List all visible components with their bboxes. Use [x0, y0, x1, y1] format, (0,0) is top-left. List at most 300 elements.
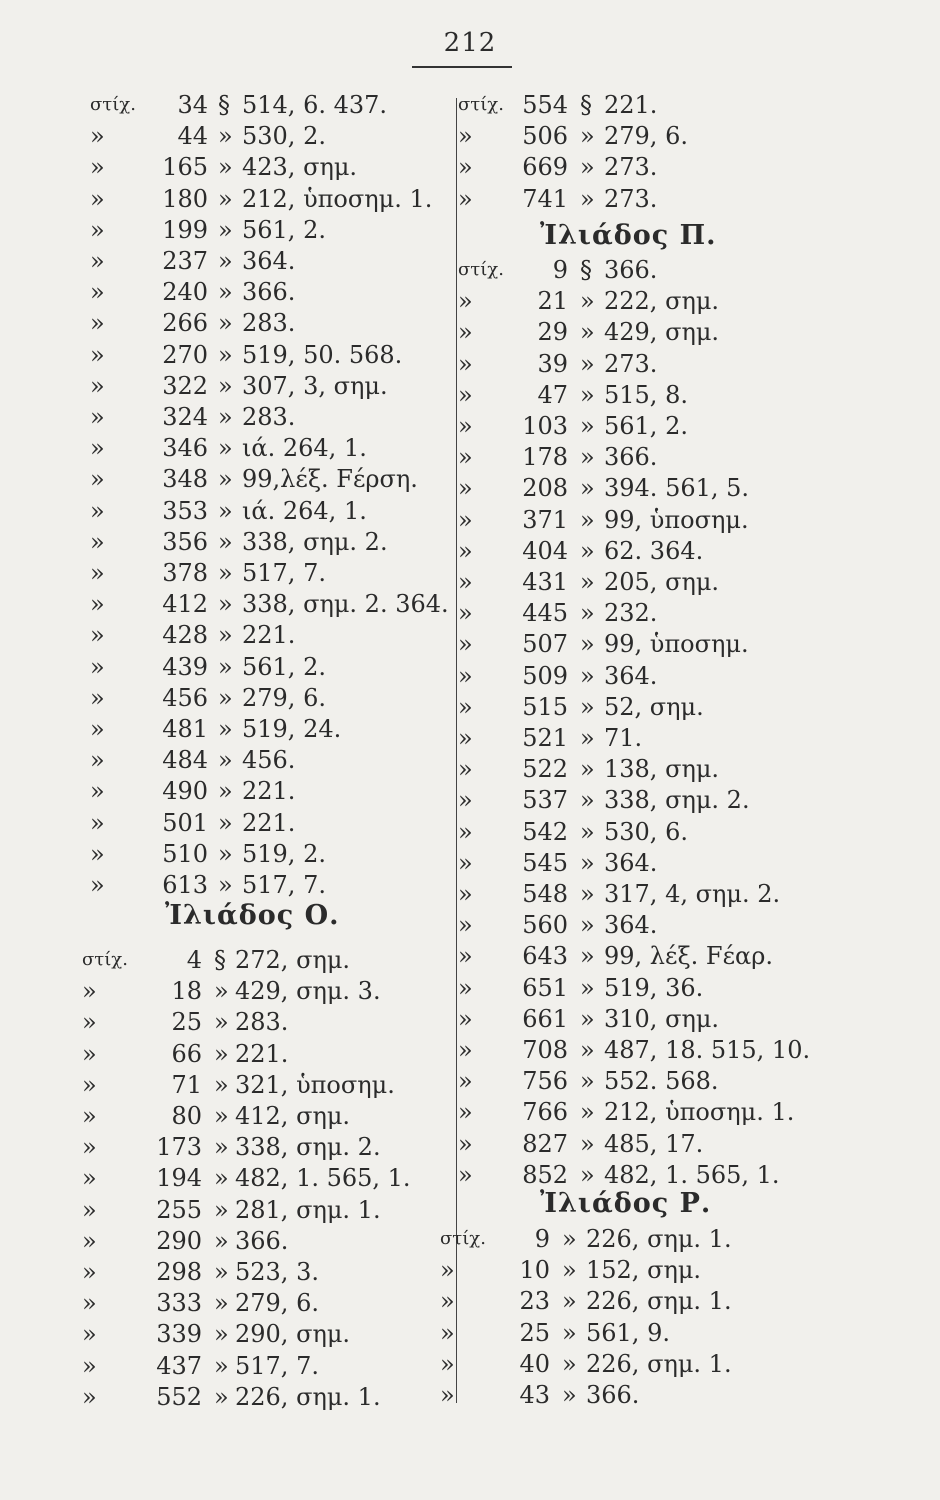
entry-line-number: 545 [522, 848, 568, 877]
entry-prefix: » [90, 839, 105, 868]
entry-prefix: » [440, 1381, 455, 1409]
entry-line-number: 10 [519, 1256, 550, 1285]
entry-section-mark: » [580, 318, 595, 347]
entry-reference: 138, σημ. [604, 755, 720, 784]
entry-section-mark: » [580, 1098, 595, 1127]
entry-prefix: » [458, 880, 473, 908]
entry-reference: 517, 7. [235, 1351, 319, 1380]
entry-line-number: 481 [162, 715, 208, 743]
entry-section-mark: » [214, 1164, 229, 1193]
entry-reference: 152, σημ. [586, 1256, 702, 1285]
entry-section-mark: » [580, 412, 595, 440]
entry-reference: 283. [242, 403, 296, 431]
entry-line-number: 404 [522, 536, 568, 565]
entry-section-mark: » [580, 153, 595, 182]
entry-line-number: 522 [522, 755, 568, 784]
entry-reference: 99, ὑποσημ. [604, 630, 749, 659]
entry-line-number: 521 [522, 724, 568, 752]
entry-prefix: στίχ. [90, 94, 136, 115]
entry-line-number: 21 [537, 287, 568, 316]
entry-section-mark: » [218, 278, 233, 307]
entry-line-number: 548 [522, 880, 568, 908]
entry-prefix: » [458, 153, 473, 182]
entry-section-mark: » [218, 153, 233, 182]
entry-reference: 519, 50. 568. [242, 340, 403, 369]
entry-reference: 221. [242, 777, 296, 806]
entry-reference: 429, σημ. [604, 318, 720, 347]
entry-reference: 517, 7. [242, 871, 326, 899]
entry-reference: 212, ὑποσημ. 1. [604, 1098, 795, 1127]
page-number: 212 [443, 28, 497, 58]
entry-reference: 366. [604, 443, 658, 472]
entry-section-mark: » [580, 630, 595, 659]
entry-line-number: 501 [162, 808, 208, 837]
entry-reference: 317, 4, σημ. 2. [604, 880, 781, 908]
entry-reference: 222, σημ. [604, 287, 720, 316]
entry-section-mark: » [218, 247, 233, 275]
entry-reference: 423, σημ. [242, 153, 358, 182]
entry-section-mark: » [580, 184, 595, 213]
entry-section-mark: » [580, 786, 595, 815]
entry-reference: 338, σημ. 2. 364. [242, 590, 449, 619]
entry-line-number: 437 [156, 1351, 202, 1380]
entry-reference: 226, σημ. 1. [586, 1349, 732, 1378]
entry-reference: 226, σημ. 1. [586, 1287, 732, 1316]
entry-section-mark: » [562, 1287, 577, 1316]
entry-reference: 552. 568. [604, 1067, 719, 1096]
entry-line-number: 651 [522, 973, 568, 1002]
entry-line-number: 322 [162, 371, 208, 400]
entry-section-mark: » [580, 880, 595, 908]
entry-line-number: 266 [162, 309, 208, 338]
entry-prefix: » [90, 465, 105, 494]
entry-reference: 226, σημ. 1. [586, 1225, 732, 1253]
entry-reference: 429, σημ. 3. [235, 977, 381, 1006]
entry-section-mark: § [218, 91, 230, 119]
entry-prefix: » [458, 599, 473, 628]
entry-prefix: » [440, 1287, 455, 1316]
entry-reference: 205, σημ. [604, 568, 720, 596]
entry-prefix: » [458, 817, 473, 846]
entry-section-mark: » [218, 590, 233, 619]
entry-reference: 99,λέξ. Fέρση. [242, 465, 418, 494]
entry-reference: 273. [604, 349, 658, 378]
entry-reference: 99, λέξ. Fέαρ. [604, 942, 773, 971]
entry-line-number: 515 [522, 692, 568, 721]
entry-line-number: 827 [522, 1129, 568, 1158]
entry-prefix: » [82, 1382, 97, 1411]
entry-reference: 279, 6. [242, 683, 326, 712]
entry-section-mark: » [214, 1258, 229, 1286]
entry-prefix: » [458, 848, 473, 877]
entry-section-mark: » [580, 443, 595, 472]
entry-prefix: » [82, 1320, 97, 1349]
entry-prefix: στίχ. [82, 949, 128, 970]
entry-line-number: 348 [162, 465, 208, 494]
entry-reference: 482, 1. 565, 1. [604, 1160, 780, 1189]
entry-prefix: » [458, 755, 473, 784]
entry-line-number: 173 [156, 1133, 202, 1162]
entry-line-number: 194 [156, 1164, 202, 1193]
entry-reference: 515, 8. [604, 380, 688, 409]
entry-section-mark: » [218, 496, 233, 525]
entry-prefix: » [90, 871, 105, 899]
entry-line-number: 39 [537, 349, 568, 378]
entry-prefix: » [458, 911, 473, 940]
entry-reference: 232. [604, 599, 658, 628]
entry-line-number: 180 [162, 184, 208, 213]
entry-prefix: » [82, 977, 97, 1006]
entry-reference: 561, 2. [242, 652, 326, 681]
section-heading: Ἰλιάδος Ο. [165, 900, 340, 931]
entry-prefix: » [90, 683, 105, 712]
entry-line-number: 537 [522, 786, 568, 815]
entry-reference: 530, 6. [604, 817, 688, 846]
entry-line-number: 324 [162, 403, 208, 431]
entry-reference: 212, ὑποσημ. 1. [242, 184, 433, 213]
entry-section-mark: » [562, 1381, 577, 1409]
entry-prefix: » [90, 122, 105, 151]
entry-prefix: στίχ. [458, 94, 504, 115]
entry-section-mark: » [218, 715, 233, 743]
entry-reference: 366. [235, 1226, 289, 1255]
entry-section-mark: » [580, 942, 595, 971]
entry-section-mark: » [580, 755, 595, 784]
entry-reference: 279, 6. [235, 1289, 319, 1318]
entry-section-mark: » [580, 287, 595, 316]
entry-prefix: » [458, 287, 473, 316]
entry-prefix: » [90, 247, 105, 275]
entry-line-number: 554 [522, 91, 568, 119]
entry-reference: 523, 3. [235, 1258, 319, 1286]
entry-section-mark: » [218, 434, 233, 463]
entry-reference: 364. [604, 911, 658, 940]
entry-section-mark: » [218, 371, 233, 400]
entry-reference: 517, 7. [242, 559, 326, 587]
entry-line-number: 237 [162, 247, 208, 275]
entry-section-mark: » [562, 1318, 577, 1347]
entry-prefix: » [90, 808, 105, 837]
entry-section-mark: » [218, 215, 233, 244]
entry-line-number: 71 [171, 1070, 202, 1099]
entry-reference: 364. [604, 661, 658, 690]
entry-prefix: » [90, 215, 105, 244]
entry-reference: 99, ὑποσημ. [604, 505, 749, 534]
entry-section-mark: » [214, 1039, 229, 1068]
entry-reference: 482, 1. 565, 1. [235, 1164, 411, 1193]
entry-reference: 52, σημ. [604, 692, 704, 721]
entry-section-mark: » [580, 568, 595, 596]
entry-section-mark: » [218, 839, 233, 868]
entry-reference: ιά. 264, 1. [242, 496, 367, 525]
entry-section-mark: » [218, 871, 233, 899]
entry-reference: 338, σημ. 2. [242, 527, 388, 556]
entry-prefix: » [90, 777, 105, 806]
entry-prefix: » [82, 1226, 97, 1255]
entry-prefix: » [90, 340, 105, 369]
entry-line-number: 34 [177, 91, 208, 119]
entry-reference: 221. [235, 1039, 289, 1068]
entry-prefix: » [82, 1351, 97, 1380]
entry-line-number: 509 [522, 661, 568, 690]
entry-section-mark: » [580, 848, 595, 877]
entry-line-number: 756 [522, 1067, 568, 1096]
entry-prefix: » [90, 527, 105, 556]
entry-reference: 273. [604, 153, 658, 182]
entry-section-mark: » [214, 1320, 229, 1349]
entry-section-mark: » [218, 309, 233, 338]
entry-section-mark: » [580, 724, 595, 752]
entry-line-number: 23 [519, 1287, 550, 1316]
entry-line-number: 484 [162, 746, 208, 775]
entry-section-mark: » [214, 1226, 229, 1255]
entry-prefix: » [90, 309, 105, 338]
entry-prefix: » [458, 973, 473, 1002]
entry-prefix: στίχ. [440, 1228, 486, 1249]
entry-line-number: 4 [186, 946, 202, 974]
entry-line-number: 356 [162, 527, 208, 556]
entry-prefix: » [458, 1098, 473, 1127]
entry-reference: 485, 17. [604, 1129, 704, 1158]
entry-section-mark: » [580, 911, 595, 940]
entry-section-mark: » [562, 1256, 577, 1285]
entry-section-mark: » [214, 977, 229, 1006]
entry-prefix: » [458, 412, 473, 440]
entry-prefix: » [458, 942, 473, 971]
entry-line-number: 412 [162, 590, 208, 619]
entry-prefix: » [90, 153, 105, 182]
entry-section-mark: » [214, 1195, 229, 1224]
entry-prefix: » [458, 1067, 473, 1096]
entry-reference: 530, 2. [242, 122, 326, 151]
entry-line-number: 240 [162, 278, 208, 307]
entry-reference: 338, σημ. 2. [604, 786, 750, 815]
entry-section-mark: » [214, 1289, 229, 1318]
entry-prefix: » [440, 1349, 455, 1378]
entry-prefix: » [90, 652, 105, 681]
entry-prefix: » [458, 380, 473, 409]
entry-reference: 366. [586, 1381, 640, 1409]
entry-section-mark: » [580, 599, 595, 628]
entry-prefix: » [440, 1318, 455, 1347]
entry-section-mark: » [580, 536, 595, 565]
entry-line-number: 708 [522, 1036, 568, 1064]
entry-line-number: 456 [162, 683, 208, 712]
entry-reference: 283. [235, 1008, 289, 1037]
entry-section-mark: » [218, 122, 233, 151]
entry-prefix: » [458, 1004, 473, 1033]
entry-line-number: 560 [522, 911, 568, 940]
entry-prefix: » [458, 1160, 473, 1189]
entry-section-mark: » [580, 349, 595, 378]
entry-reference: ιά. 264, 1. [242, 434, 367, 463]
entry-section-mark: » [580, 973, 595, 1002]
entry-prefix: » [458, 505, 473, 534]
entry-prefix: » [82, 1008, 97, 1037]
entry-section-mark: » [580, 1004, 595, 1033]
entry-section-mark: » [580, 661, 595, 690]
entry-line-number: 66 [171, 1039, 202, 1068]
entry-section-mark: » [218, 746, 233, 775]
entry-reference: 307, 3, σημ. [242, 371, 388, 400]
entry-prefix: » [458, 184, 473, 213]
entry-reference: 279, 6. [604, 122, 688, 151]
entry-line-number: 298 [156, 1258, 202, 1286]
entry-prefix: » [458, 1129, 473, 1158]
entry-prefix: » [458, 474, 473, 503]
entry-line-number: 44 [177, 122, 208, 151]
entry-line-number: 47 [537, 380, 568, 409]
entry-reference: 71. [604, 724, 643, 752]
entry-section-mark: » [580, 817, 595, 846]
entry-prefix: » [90, 278, 105, 307]
entry-line-number: 439 [162, 652, 208, 681]
entry-line-number: 371 [522, 505, 568, 534]
entry-line-number: 428 [162, 621, 208, 650]
entry-section-mark: » [580, 122, 595, 151]
entry-prefix: » [82, 1102, 97, 1130]
entry-reference: 272, σημ. [235, 946, 351, 974]
entry-prefix: » [90, 434, 105, 463]
entry-section-mark: » [580, 1067, 595, 1096]
entry-line-number: 103 [522, 412, 568, 440]
entry-line-number: 613 [162, 871, 208, 899]
entry-section-mark: » [580, 1129, 595, 1158]
entry-line-number: 766 [522, 1098, 568, 1127]
entry-section-mark: » [214, 1351, 229, 1380]
entry-prefix: » [458, 1036, 473, 1064]
column-divider [456, 98, 457, 1403]
entry-prefix: » [82, 1070, 97, 1099]
entry-section-mark: § [580, 91, 592, 119]
entry-section-mark: » [218, 527, 233, 556]
entry-prefix: » [458, 692, 473, 721]
entry-prefix: » [90, 371, 105, 400]
entry-prefix: » [82, 1289, 97, 1318]
entry-reference: 519, 24. [242, 715, 342, 743]
entry-reference: 412, σημ. [235, 1102, 351, 1130]
entry-prefix: » [90, 621, 105, 650]
entry-prefix: » [90, 559, 105, 587]
entry-line-number: 199 [162, 215, 208, 244]
entry-line-number: 18 [171, 977, 202, 1006]
entry-line-number: 25 [171, 1008, 202, 1037]
entry-prefix: » [458, 443, 473, 472]
entry-section-mark: » [214, 1070, 229, 1099]
entry-section-mark: » [562, 1225, 577, 1253]
entry-prefix: » [458, 318, 473, 347]
entry-section-mark: » [562, 1349, 577, 1378]
entry-reference: 366. [242, 278, 296, 307]
entry-prefix: » [90, 746, 105, 775]
entry-reference: 364. [242, 247, 296, 275]
entry-line-number: 552 [156, 1382, 202, 1411]
entry-section-mark: » [218, 621, 233, 650]
entry-prefix: » [82, 1258, 97, 1286]
entry-line-number: 346 [162, 434, 208, 463]
entry-line-number: 507 [522, 630, 568, 659]
entry-line-number: 490 [162, 777, 208, 806]
entry-section-mark: » [214, 1382, 229, 1411]
entry-section-mark: » [218, 777, 233, 806]
entry-section-mark: » [580, 380, 595, 409]
entry-section-mark: » [218, 808, 233, 837]
entry-line-number: 506 [522, 122, 568, 151]
entry-reference: 487, 18. 515, 10. [604, 1036, 811, 1064]
entry-section-mark: » [214, 1133, 229, 1162]
entry-prefix: » [458, 122, 473, 151]
entry-line-number: 208 [522, 474, 568, 503]
entry-reference: 221. [604, 91, 658, 119]
entry-line-number: 9 [534, 1225, 550, 1253]
entry-line-number: 852 [522, 1160, 568, 1189]
entry-section-mark: » [580, 1160, 595, 1189]
entry-section-mark: » [218, 465, 233, 494]
entry-prefix: » [458, 724, 473, 752]
entry-reference: 366. [604, 256, 658, 284]
entry-reference: 310, σημ. [604, 1004, 720, 1033]
entry-section-mark: » [580, 1036, 595, 1064]
entry-line-number: 270 [162, 340, 208, 369]
entry-section-mark: » [218, 652, 233, 681]
entry-line-number: 542 [522, 817, 568, 846]
entry-section-mark: » [580, 505, 595, 534]
entry-reference: 561, 2. [242, 215, 326, 244]
section-heading: Ἰλιάδος Ρ. [540, 1188, 712, 1219]
entry-line-number: 510 [162, 839, 208, 868]
entry-prefix: » [458, 349, 473, 378]
entry-section-mark: » [218, 559, 233, 587]
entry-section-mark: » [580, 692, 595, 721]
entry-reference: 221. [242, 621, 296, 650]
entry-line-number: 165 [162, 153, 208, 182]
entry-reference: 321, ὑποσημ. [235, 1070, 395, 1099]
entry-prefix: » [82, 1195, 97, 1224]
entry-reference: 364. [604, 848, 658, 877]
entry-section-mark: » [218, 683, 233, 712]
entry-prefix: » [440, 1256, 455, 1285]
entry-section-mark: » [218, 340, 233, 369]
entry-reference: 519, 36. [604, 973, 704, 1002]
entry-prefix: » [90, 715, 105, 743]
entry-line-number: 290 [156, 1226, 202, 1255]
entry-line-number: 661 [522, 1004, 568, 1033]
entry-line-number: 9 [552, 256, 568, 284]
entry-section-mark: » [580, 474, 595, 503]
entry-line-number: 25 [519, 1318, 550, 1347]
entry-reference: 338, σημ. 2. [235, 1133, 381, 1162]
entry-reference: 519, 2. [242, 839, 326, 868]
entry-section-mark: » [218, 184, 233, 213]
entry-line-number: 445 [522, 599, 568, 628]
entry-reference: 283. [242, 309, 296, 338]
entry-section-mark: § [214, 946, 226, 974]
entry-prefix: » [82, 1039, 97, 1068]
entry-prefix: » [458, 661, 473, 690]
entry-reference: 514, 6. 437. [242, 91, 388, 119]
entry-reference: 456. [242, 746, 296, 775]
entry-line-number: 43 [519, 1381, 550, 1409]
entry-line-number: 353 [162, 496, 208, 525]
entry-line-number: 643 [522, 942, 568, 971]
entry-line-number: 431 [522, 568, 568, 596]
entry-section-mark: » [214, 1102, 229, 1130]
entry-prefix: » [458, 568, 473, 596]
entry-prefix: » [458, 630, 473, 659]
entry-section-mark: » [214, 1008, 229, 1037]
entry-reference: 281, σημ. 1. [235, 1195, 381, 1224]
entry-section-mark: § [580, 256, 592, 284]
